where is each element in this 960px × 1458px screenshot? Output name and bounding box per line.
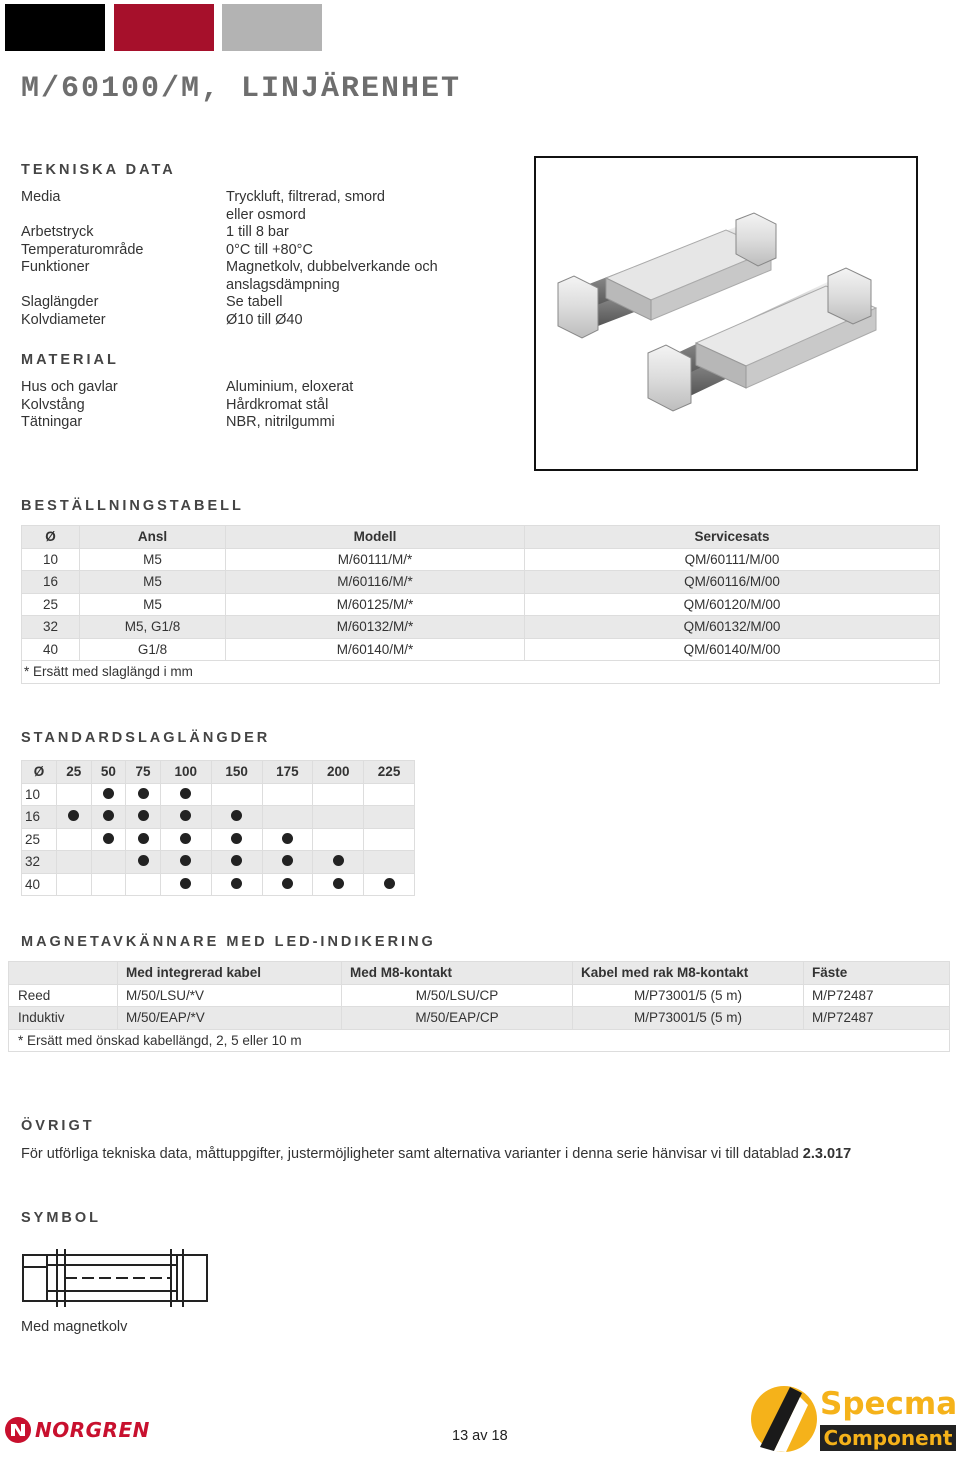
table-row: 10 M5 M/60111/M/* QM/60111/M/00 bbox=[22, 548, 940, 571]
table-row: 25 M5 M/60125/M/* QM/60120/M/00 bbox=[22, 593, 940, 616]
strokes-table-header: Ø 25 50 75 100 150 175 200 225 bbox=[22, 761, 415, 784]
available-dot-icon bbox=[180, 855, 191, 866]
material-row-seals: Tätningar NBR, nitrilgummi bbox=[21, 414, 335, 430]
symbol-caption: Med magnetkolv bbox=[21, 1319, 128, 1335]
table-row: 40 G1/8 M/60140/M/* QM/60140/M/00 bbox=[22, 638, 940, 661]
available-dot-icon bbox=[180, 833, 191, 844]
order-note-row bbox=[22, 661, 940, 684]
stroke-cell bbox=[364, 828, 415, 851]
available-dot-icon bbox=[333, 878, 344, 889]
table-row: Reed M/50/LSU/*V M/50/LSU/CP M/P73001/5 (5 m) M/P72487 bbox=[9, 984, 950, 1007]
sensors-table-header: Med integrerad kabel Med M8-kontakt Kabel med rak M8-kontakt Fäste bbox=[9, 962, 950, 985]
available-dot-icon bbox=[384, 878, 395, 889]
stroke-cell bbox=[313, 873, 364, 896]
stroke-cell bbox=[57, 873, 92, 896]
table-row bbox=[22, 873, 415, 896]
component-wordmark: Component bbox=[820, 1425, 956, 1451]
stroke-cell bbox=[364, 806, 415, 829]
sensors-note-row bbox=[9, 1029, 950, 1052]
norgren-mark-icon bbox=[3, 1415, 33, 1445]
available-dot-icon bbox=[282, 833, 293, 844]
datasheet-ref: 2.3.017 bbox=[802, 1146, 852, 1162]
table-row bbox=[22, 828, 415, 851]
stroke-cell bbox=[160, 783, 211, 806]
stroke-cell bbox=[57, 851, 92, 874]
stroke-cell bbox=[126, 828, 161, 851]
available-dot-icon bbox=[68, 810, 79, 821]
table-row: 16 M5 M/60116/M/* QM/60116/M/00 bbox=[22, 571, 940, 594]
available-dot-icon bbox=[231, 833, 242, 844]
sensors-heading: MAGNETAVKÄNNARE MED LED-INDIKERING bbox=[21, 934, 436, 950]
symbol-heading: SYMBOL bbox=[21, 1210, 102, 1226]
order-note: * Ersätt med slaglängd i mm bbox=[22, 661, 940, 684]
stroke-cell bbox=[91, 783, 126, 806]
stroke-cell bbox=[91, 873, 126, 896]
stroke-cell bbox=[313, 828, 364, 851]
stroke-cell bbox=[262, 783, 313, 806]
tech-row-media: Media Tryckluft, filtrerad, smord bbox=[21, 189, 385, 205]
stroke-cell bbox=[126, 783, 161, 806]
material-row-rod: Kolvstång Hårdkromat stål bbox=[21, 396, 329, 413]
order-table bbox=[21, 525, 940, 684]
other-heading: ÖVRIGT bbox=[21, 1118, 95, 1134]
bore-cell: 40 bbox=[22, 873, 57, 896]
header-bar-black bbox=[5, 4, 105, 51]
other-paragraph: För utförliga tekniska data, måttuppgifter, justermöjligheter samt alternativa varianter i denna serie hänvisar vi till datablad 2.3.017 bbox=[21, 1146, 852, 1162]
stroke-cell bbox=[313, 851, 364, 874]
sensors-note: * Ersätt med önskad kabellängd, 2, 5 eller 10 m bbox=[9, 1029, 950, 1052]
stroke-cell bbox=[211, 873, 262, 896]
tech-row-functions-cont: anslagsdämpning bbox=[226, 276, 340, 293]
header-bar-red bbox=[114, 4, 214, 51]
tech-heading: TEKNISKA DATA bbox=[21, 162, 176, 178]
norgren-wordmark: NORGREN bbox=[35, 1418, 150, 1442]
stroke-cell bbox=[211, 851, 262, 874]
table-row bbox=[22, 783, 415, 806]
stroke-cell bbox=[160, 806, 211, 829]
stroke-cell bbox=[262, 873, 313, 896]
tech-row-temp: Temperaturområde 0°C till +80°C bbox=[21, 241, 313, 258]
stroke-cell bbox=[211, 783, 262, 806]
available-dot-icon bbox=[138, 833, 149, 844]
stroke-cell bbox=[364, 851, 415, 874]
stroke-cell bbox=[126, 851, 161, 874]
stroke-cell bbox=[313, 783, 364, 806]
sensors-table bbox=[8, 961, 950, 1052]
table-row: Induktiv M/50/EAP/*V M/50/EAP/CP M/P73001/5 (5 m) M/P72487 bbox=[9, 1007, 950, 1030]
stroke-cell bbox=[313, 806, 364, 829]
available-dot-icon bbox=[103, 788, 114, 799]
available-dot-icon bbox=[103, 833, 114, 844]
bore-cell: 16 bbox=[22, 806, 57, 829]
stroke-cell bbox=[262, 828, 313, 851]
page-title: M/60100/M, LINJÄRENHET bbox=[21, 72, 462, 106]
strokes-table bbox=[21, 760, 415, 896]
bore-cell: 25 bbox=[22, 828, 57, 851]
order-table-header: Ø Ansl Modell Servicesats bbox=[22, 526, 940, 549]
specma-wordmark: Specma bbox=[820, 1386, 958, 1422]
available-dot-icon bbox=[103, 810, 114, 821]
tech-row-media-cont: eller osmord bbox=[226, 206, 306, 223]
available-dot-icon bbox=[231, 878, 242, 889]
available-dot-icon bbox=[180, 788, 191, 799]
cylinder-symbol bbox=[21, 1245, 211, 1311]
stroke-cell bbox=[364, 873, 415, 896]
stroke-cell bbox=[91, 851, 126, 874]
stroke-cell bbox=[126, 806, 161, 829]
available-dot-icon bbox=[231, 810, 242, 821]
stroke-cell bbox=[160, 851, 211, 874]
stroke-cell bbox=[262, 806, 313, 829]
available-dot-icon bbox=[138, 855, 149, 866]
available-dot-icon bbox=[282, 878, 293, 889]
tech-row-functions: Funktioner Magnetkolv, dubbelverkande och bbox=[21, 259, 438, 275]
specma-logo bbox=[750, 1385, 956, 1453]
bore-cell: 10 bbox=[22, 783, 57, 806]
material-row-housing: Hus och gavlar Aluminium, eloxerat bbox=[21, 379, 354, 395]
material-list bbox=[21, 379, 521, 432]
stroke-cell bbox=[57, 783, 92, 806]
tech-row-pressure: Arbetstryck 1 till 8 bar bbox=[21, 224, 289, 240]
stroke-cell bbox=[364, 783, 415, 806]
order-heading: BESTÄLLNINGSTABELL bbox=[21, 498, 244, 514]
available-dot-icon bbox=[231, 855, 242, 866]
table-row bbox=[22, 806, 415, 829]
bore-cell: 32 bbox=[22, 851, 57, 874]
strokes-heading: STANDARDSLAGLÄNGDER bbox=[21, 730, 271, 746]
stroke-cell bbox=[160, 873, 211, 896]
stroke-cell bbox=[91, 828, 126, 851]
header-bar-grey bbox=[222, 4, 322, 51]
page-number: 13 av 18 bbox=[452, 1428, 508, 1444]
stroke-cell bbox=[262, 851, 313, 874]
available-dot-icon bbox=[333, 855, 344, 866]
stroke-cell bbox=[211, 806, 262, 829]
available-dot-icon bbox=[282, 855, 293, 866]
norgren-logo bbox=[3, 1415, 163, 1445]
tech-row-strokes: Slaglängder Se tabell bbox=[21, 294, 283, 310]
available-dot-icon bbox=[138, 788, 149, 799]
stroke-cell bbox=[160, 828, 211, 851]
specma-mark-icon bbox=[750, 1385, 818, 1453]
table-row bbox=[22, 851, 415, 874]
linear-unit-illustration bbox=[536, 158, 916, 469]
available-dot-icon bbox=[180, 878, 191, 889]
table-row: 32 M5, G1/8 M/60132/M/* QM/60132/M/00 bbox=[22, 616, 940, 639]
tech-list bbox=[21, 189, 521, 329]
stroke-cell bbox=[211, 828, 262, 851]
available-dot-icon bbox=[138, 810, 149, 821]
material-heading: MATERIAL bbox=[21, 352, 119, 368]
tech-row-bore: Kolvdiameter Ø10 till Ø40 bbox=[21, 311, 303, 328]
product-photo bbox=[534, 156, 918, 471]
available-dot-icon bbox=[180, 810, 191, 821]
stroke-cell bbox=[126, 873, 161, 896]
stroke-cell bbox=[91, 806, 126, 829]
stroke-cell bbox=[57, 806, 92, 829]
stroke-cell bbox=[57, 828, 92, 851]
